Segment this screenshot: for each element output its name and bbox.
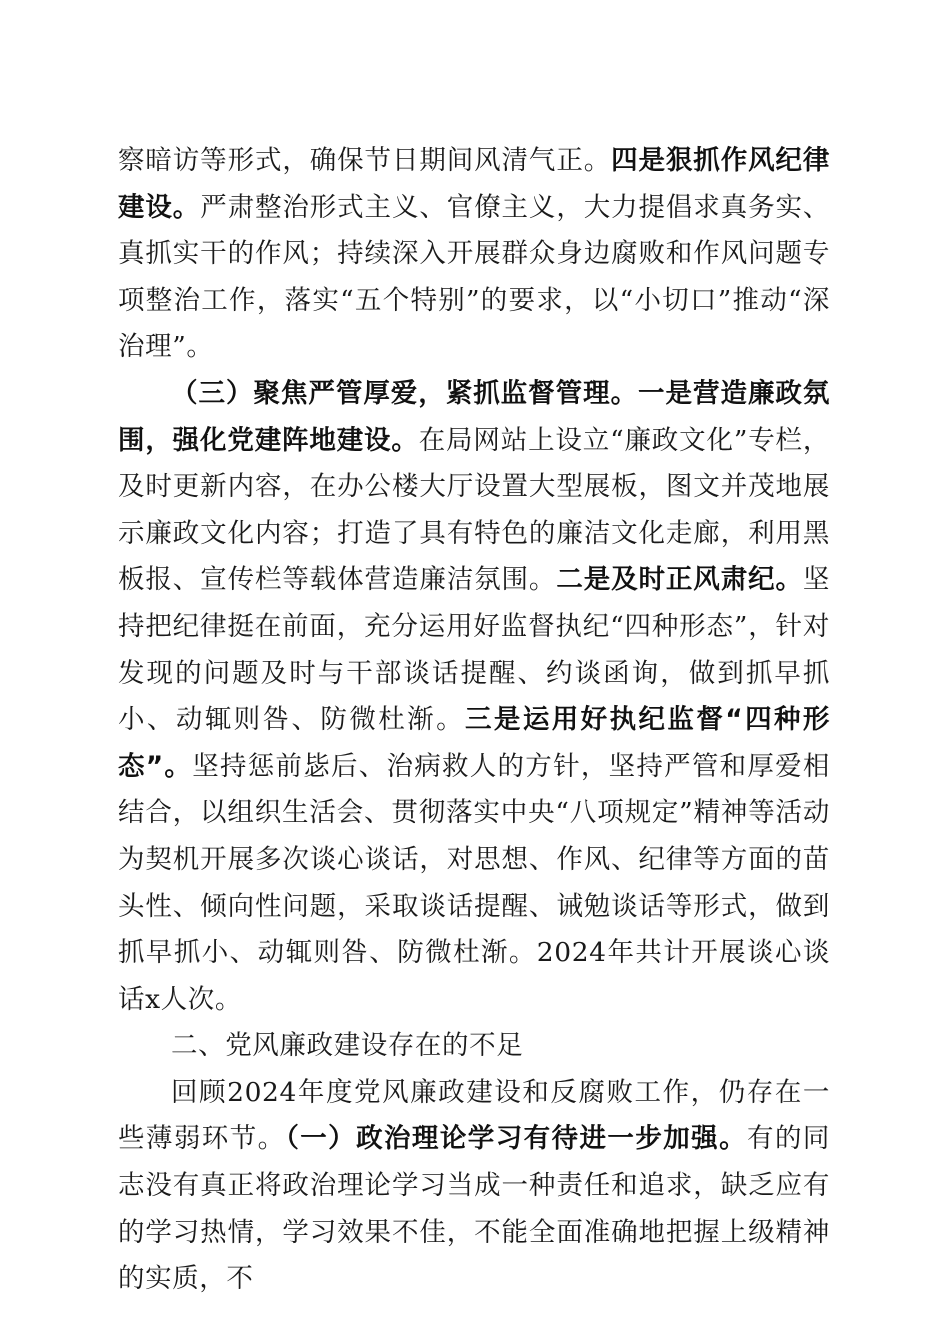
paragraph-text: 坚持惩前毖后、治病救人的方针，坚持严管和厚爱相结合，以组织生活会、贯彻落实中央“八项规定”精神等活动为契机开展多次谈心谈话，对思想、作风、纪律等方面的苗头性、倾向性问题，采取谈话提醒、诫勉谈话等形式，做到抓早抓小、动辄则咎、防微杜渐。2024年共计开展谈心谈话x人次。 [118,750,830,1015]
bold-emphasis: 三是运用好执纪监督“四种形态”。 [118,704,831,782]
section-heading-shortcomings: 二、党风廉政建设存在的不足 [171,1030,524,1062]
paragraph-text: 回顾2024年度党风廉政建设和反腐败工作，仍存在一些薄弱环节。 [118,1076,830,1155]
paragraph-work-style [118,138,830,371]
paragraph-text: 在局网站上设立“廉政文化”专栏，及时更新内容，在办公楼大厅设置大型展板，图文并茂地展示廉政文化内容；打造了具有特色的廉洁文化走廊，利用黑板报、宣传栏等载体营造廉洁氛围。 [118,424,830,596]
paragraph-text: 察暗访等形式，确保节日期间风清气正。 [118,145,612,176]
bold-emphasis: 四是狠抓作风纪律建设。 [118,145,830,223]
bold-emphasis: 二是及时正风肃纪。 [556,564,803,596]
section-heading-bold: （三）聚焦严管厚爱，紧抓监督管理。一是营造廉政氛围，强化党建阵地建设。 [118,377,830,456]
paragraph-review [118,1070,830,1303]
document-page [118,138,830,1303]
bold-emphasis: （一）政治理论学习有待进一步加强。 [285,1123,748,1155]
paragraph-text: 严肃整治形式主义、官僚主义，大力提倡求真务实、真抓实干的作风；持续深入开展群众身边腐败和作风问题专项整治工作，落实“五个特别”的要求，以“小切口”推动“深治理”。 [118,191,830,363]
paragraph-supervision [118,371,830,1023]
paragraph-text: 有的同志没有真正将政治理论学习当成一种责任和追求，缺乏应有的学习热情，学习效果不佳，不能全面准确地把握上级精神的实质，不 [118,1123,830,1295]
paragraph-text: 坚持把纪律挺在前面，充分运用好监督执纪“四种形态”，针对发现的问题及时与干部谈话提醒、约谈函询，做到抓早抓小、动辄则咎、防微杜渐。 [118,564,830,736]
